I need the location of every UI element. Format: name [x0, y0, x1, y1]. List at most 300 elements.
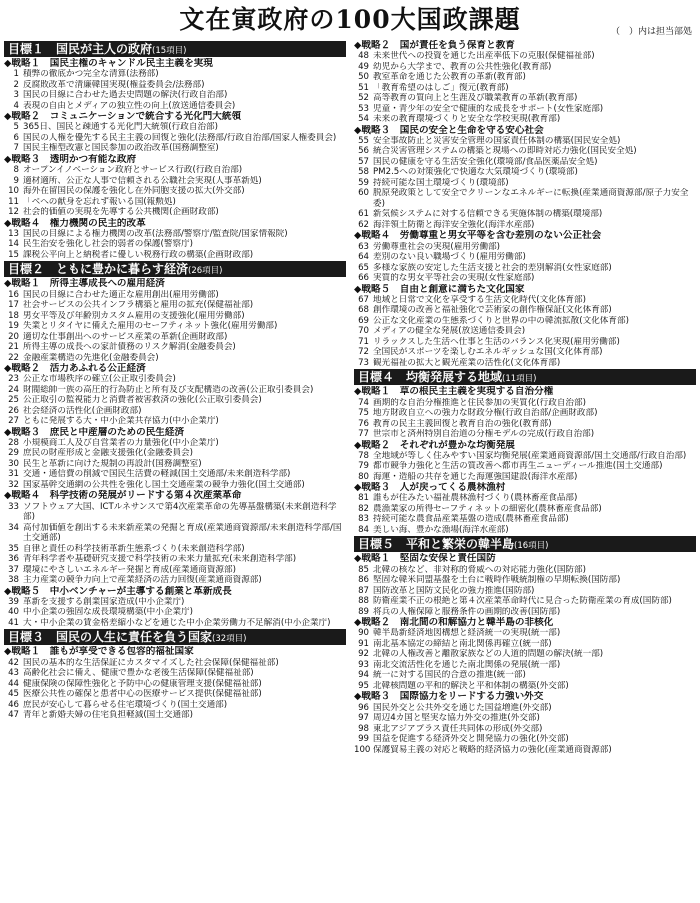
policy-item: [354, 745, 696, 756]
item-number: 42: [8, 657, 19, 668]
goal-title: 目標２ ともに豊かに暮らす経済: [8, 262, 189, 277]
policy-item: [354, 596, 696, 607]
columns: [4, 40, 696, 755]
item-text: 堅固な韓米同盟基盤を土台に戦時作戦統制権の早期転換(国防部): [373, 575, 621, 586]
goal-count: (15項目): [152, 46, 187, 56]
item-number: 9: [13, 175, 19, 186]
item-number: 32: [8, 479, 19, 490]
policy-item: [354, 62, 696, 73]
item-number: 83: [358, 514, 369, 525]
item-text: 未来世代への投資を通じた出産率低下の克服(保健福祉部): [373, 51, 595, 62]
policy-item: [354, 461, 696, 472]
policy-item: [4, 618, 346, 629]
item-number: 40: [8, 607, 19, 618]
strategy-heading: ◆戦略２ 活力あふれる公正経済: [4, 363, 146, 375]
policy-item: [354, 326, 696, 337]
strategy-heading: ◆戦略２ 国が責任を負う保育と教育: [354, 40, 515, 51]
item-text: 北韓の人権改善と離散家族などの人道的問題の解決(統一部): [373, 649, 604, 660]
policy-item: [354, 525, 696, 536]
item-text: 健康保険の保障性強化と予防中心の健康管理支援(保健福祉部): [23, 678, 262, 689]
item-number: 67: [358, 294, 369, 305]
item-number: 34: [8, 522, 19, 533]
item-text: 多様な家族の安定した生活支援と社会的差別解消(女性家庭部): [373, 262, 612, 273]
item-text: 適切な仕事創出へのサービス産業の革新(企画財政部): [23, 331, 228, 342]
item-number: 68: [358, 305, 369, 316]
strategy-heading: ◆戦略１ 所得主導成長への雇用経済: [4, 278, 165, 290]
item-text: 民生治安を強化し社会的弱者の保護(警察庁): [23, 239, 193, 250]
item-text: 統合災害管理システムの構築と現場への即時対応力強化(国民安全処): [373, 146, 637, 157]
item-text: 公正取引の監視能力と消費者被害救済の強化(公正取引委員会): [23, 395, 262, 406]
policy-item: [4, 290, 346, 301]
policy-item: [354, 586, 696, 597]
item-text: 所得主導の成長への家計債務のリスク解消(金融委員会): [23, 342, 236, 353]
item-text: 労働尊重社会の実現(雇用労働部): [373, 241, 501, 252]
item-number: 56: [358, 146, 369, 157]
policy-item: [354, 472, 696, 483]
goal-count: (32項目): [212, 634, 247, 645]
item-text: 高齢化社会に備え、健康で豊かな老後生活保障(保健福祉部): [23, 668, 254, 679]
policy-item: [4, 416, 346, 427]
item-text: 国民の目線による権力機関の改革(法務部/警察庁/監査院/国家情報院): [23, 228, 288, 239]
item-number: 17: [8, 300, 19, 311]
item-number: 15: [8, 249, 19, 260]
goal-count: (26項目): [188, 266, 223, 277]
strategy-heading: ◆戦略１ 国民主権のキャンドル民主主義を実現: [4, 58, 213, 69]
item-text: 社会サービスの公共インフラ構築と雇用の拡充(保健福祉部): [23, 300, 254, 311]
item-text: 持続可能な農食品産業基盤の造成(農林畜産食品部): [373, 514, 569, 525]
policy-item: [354, 660, 696, 671]
item-number: 25: [8, 395, 19, 406]
item-text: 北韓核問題の平和的解決と平和体制の構築(外交部): [373, 680, 569, 691]
strategy-heading: ◆戦略２ コミュニケーションで統合する光化門大統領: [4, 111, 242, 123]
policy-item: [354, 104, 696, 115]
policy-item: [4, 448, 346, 459]
item-number: 86: [358, 575, 369, 586]
policy-item: [354, 93, 696, 104]
item-text: PM2.5への対策強化で快適な大気環境づくり(環境部): [373, 167, 578, 178]
item-number: 19: [8, 321, 19, 332]
item-number: 14: [8, 239, 19, 250]
item-text: 画期的な自治分権推進と住民参加の実質化(行政自治部): [373, 397, 586, 408]
policy-item: [354, 72, 696, 83]
policy-item: [354, 178, 696, 189]
policy-item: [4, 385, 346, 396]
item-text: 庶民が安心して暮らせる住宅環境づくり(国土交通部): [23, 699, 228, 710]
item-number: 66: [358, 273, 369, 284]
item-text: 高付加価値を創出する未来新産業の発掘と育成(産業通商資源部/未来創造科学部/国土交通部): [23, 522, 342, 544]
item-text: 児童・青少年の安全で健康的な成長をサポート(女性家庭部): [373, 103, 604, 114]
item-number: 52: [358, 93, 369, 104]
strategy-heading: ◆戦略３ 人が戻ってくる農林漁村: [354, 482, 506, 494]
item-text: 差別のない良い職場づくり(雇用労働部): [373, 252, 526, 263]
policy-item: [4, 300, 346, 311]
item-number: 37: [8, 564, 19, 575]
policy-item: [354, 607, 696, 618]
item-number: 50: [358, 72, 369, 83]
item-number: 95: [358, 680, 369, 691]
item-text: 南北交流活性化を通じた南北関係の発展(統一部): [373, 659, 561, 670]
strategy-heading: ◆戦略５ 中小ベンチャーが主導する創業と革新成長: [4, 585, 232, 597]
item-text: 主力産業の競争力向上で産業経済の活力回復(産業通商資源部): [23, 575, 262, 586]
item-text: 国家基幹交通網の公共性を強化し国土交通産業の競争力強化(国土交通部): [23, 479, 305, 490]
item-text: 反腐敗改革で清廉韓国実現(権益委員会/法務部): [23, 79, 205, 90]
policy-item: [4, 229, 346, 240]
item-number: 21: [8, 342, 19, 353]
item-number: 72: [358, 347, 369, 358]
policy-item: [4, 207, 346, 218]
policy-item: [354, 263, 696, 274]
goal-count: (16項目): [514, 541, 549, 552]
item-text: 全国民がスポーツを楽しむエネルギッシュな国(文化体育部): [373, 347, 603, 358]
policy-item: [4, 143, 346, 154]
item-number: 41: [8, 617, 19, 628]
goal-header: [354, 536, 696, 552]
item-text: ともに発展する大・中小企業共存協力(中小企業庁): [23, 416, 219, 427]
item-number: 16: [8, 289, 19, 300]
item-number: 3: [13, 90, 19, 101]
item-text: 「教育希望のはしご」復元(教育部): [373, 82, 509, 93]
item-text: 観光福祉の拡大と観光産業の活性化(文化体育部): [373, 357, 561, 368]
item-text: 大・中小企業の賃金格差縮小などを通じた中小企業労働力不足解消(中小企業庁): [23, 617, 331, 628]
item-text: 課税公平向上と納税者に優しい税務行政の構築(企画財政部): [23, 249, 254, 260]
policy-item: [354, 670, 696, 681]
strategy-heading: ◆戦略２ 南北間の和解協力と韓半島の非核化: [354, 617, 554, 629]
policy-item: [354, 295, 696, 306]
policy-item: [4, 122, 346, 133]
item-text: 脱原発政策として安全でクリーンなエネルギーに転換(産業通商資源部/原子力安全委): [373, 188, 689, 209]
item-text: 国民主権型改憲と国民参加の政治改革(国務調整室): [23, 143, 219, 154]
policy-item: [354, 242, 696, 253]
item-number: 28: [8, 437, 19, 448]
item-number: 18: [8, 310, 19, 321]
item-number: 80: [358, 471, 369, 482]
policy-item: [4, 554, 346, 565]
policy-item: [354, 273, 696, 284]
item-number: 55: [358, 135, 369, 146]
item-number: 47: [8, 710, 19, 721]
policy-item: [4, 480, 346, 491]
item-number: 100: [354, 744, 371, 755]
item-number: 11: [8, 196, 19, 207]
item-number: 22: [8, 352, 19, 363]
item-number: 98: [358, 723, 369, 734]
item-text: 公正な文化産業の生態系づくりと世界の中の韓流拡散(文化体育部): [373, 315, 629, 326]
item-number: 45: [8, 689, 19, 700]
item-number: 7: [13, 143, 19, 154]
policy-item: [354, 724, 696, 735]
policy-item: [4, 459, 346, 470]
policy-item: [354, 514, 696, 525]
strategy-heading: ◆戦略４ 科学技術の発展がリードする第４次産業革命: [4, 490, 242, 502]
item-text: 海運・造船の共存を通じた海運強国建設(海洋水産部): [373, 471, 578, 482]
item-number: 94: [358, 670, 369, 681]
item-text: 適材適所、公正な人事で信頼される公職社会実現(人事革新処): [23, 175, 262, 186]
policy-item: [4, 469, 346, 480]
policy-item: [4, 101, 346, 112]
item-number: 81: [358, 493, 369, 504]
item-text: 社会経済の活性化(企画財政部): [23, 405, 142, 416]
policy-item: [4, 90, 346, 101]
policy-item: [354, 188, 696, 209]
item-number: 57: [358, 156, 369, 167]
item-number: 82: [358, 503, 369, 514]
goal-header: [4, 629, 346, 645]
item-text: 表現の自由とメディアの独立性の向上(放送通信委員会): [23, 100, 236, 111]
item-text: 統一に対する国民的合意の推進(統一部): [373, 670, 526, 681]
policy-item: [354, 408, 696, 419]
item-text: 国民外交と公共外交を通じた国益増進(外交部): [373, 702, 552, 713]
policy-item: [4, 353, 346, 364]
policy-item: [354, 429, 696, 440]
item-text: 海外在留国民の保護を強化し在外同胞支援の拡大(外交部): [23, 186, 245, 197]
item-text: 金融産業構造の先進化(金融委員会): [23, 352, 159, 363]
item-number: 84: [358, 524, 369, 535]
item-number: 78: [358, 450, 369, 461]
item-number: 30: [8, 458, 19, 469]
item-number: 20: [8, 331, 19, 342]
item-number: 49: [358, 61, 369, 72]
item-text: 青年と新婚夫婦の住宅負担軽減(国土交通部): [23, 710, 193, 721]
policy-item: [4, 710, 346, 721]
item-number: 88: [358, 596, 369, 607]
item-text: 環境にやさしいエネルギー発掘と育成(産業通商資源部): [23, 564, 236, 575]
item-number: 64: [358, 252, 369, 263]
item-number: 74: [358, 397, 369, 408]
department-note: （ ）内は担当部処: [610, 27, 692, 37]
item-number: 36: [8, 554, 19, 565]
policy-item: [354, 209, 696, 220]
policy-item: [354, 157, 696, 168]
strategy-heading: ◆戦略４ 労働尊重と男女平等を含む差別のない公正社会: [354, 230, 602, 242]
policy-item: [354, 51, 696, 62]
item-number: 48: [358, 51, 369, 62]
policy-item: [4, 607, 346, 618]
item-number: 33: [8, 501, 19, 512]
item-number: 38: [8, 575, 19, 586]
item-text: 地方財政自立への強力な財政分権(行政自治部/企画財政部): [373, 408, 598, 419]
item-number: 89: [358, 606, 369, 617]
policy-item: [354, 114, 696, 125]
item-number: 2: [13, 79, 19, 90]
policy-item: [354, 83, 696, 94]
policy-item: [4, 575, 346, 586]
item-number: 39: [8, 596, 19, 607]
item-number: 70: [358, 326, 369, 337]
policy-item: [4, 311, 346, 322]
item-number: 6: [13, 132, 19, 143]
goal-header: [354, 369, 696, 385]
item-text: 365日、国民と疎通する光化門大統領(行政自治部): [23, 122, 218, 133]
item-number: 92: [358, 649, 369, 660]
page-header: [4, 0, 696, 40]
item-text: 幼児から大学まで、教育の公共性強化(教育部): [373, 61, 552, 72]
policy-item: [4, 668, 346, 679]
item-number: 46: [8, 699, 19, 710]
item-text: 安全事故防止と災害安全管理の国家責任体制の構築(国民安全処): [373, 135, 621, 146]
policy-item: [4, 679, 346, 690]
item-text: 国民の目線に合わせた適正な雇用創出(雇用労働部): [23, 289, 219, 300]
item-number: 59: [358, 177, 369, 188]
item-number: 77: [358, 429, 369, 440]
policy-item: [354, 347, 696, 358]
item-text: オープンイノベーション政府とサービス行政(行政自治部): [23, 165, 243, 176]
item-text: ソフトウェア大国、ICTルネサンスで第4次産業革命の先導基盤構築(未来創造科学部): [23, 501, 337, 523]
policy-item: [4, 406, 346, 417]
item-text: 教育の民主主義回復と教育自治の強化(教育部): [373, 418, 552, 429]
item-number: 26: [8, 405, 19, 416]
item-number: 69: [358, 315, 369, 326]
item-text: 国防改革と国防文民化の強力推進(国防部): [373, 585, 535, 596]
item-number: 12: [8, 207, 19, 218]
policy-item: [4, 438, 346, 449]
item-text: 積弊の徹底かつ完全な清算(法務部): [23, 69, 159, 80]
item-number: 61: [358, 209, 369, 220]
item-text: 医療公共性の確保と患者中心の医療サービス提供(保健福祉部): [23, 689, 262, 700]
policy-item: [354, 681, 696, 692]
policy-item: [354, 358, 696, 369]
policy-item: [354, 713, 696, 724]
policy-item: [354, 419, 696, 430]
strategy-heading: ◆戦略１ 堅固な安保と責任国防: [354, 553, 496, 565]
item-text: 「ベへの献身を忘れず報いる国(報勲処): [23, 196, 176, 207]
item-text: 地域と日常で文化を享受する生活文化時代(文化体育部): [373, 294, 586, 305]
item-text: 美しい海、豊かな漁場(海洋水産部): [373, 524, 509, 535]
policy-item: [354, 493, 696, 504]
item-text: 公正な市場秩序の確立(公正取引委員会): [23, 374, 176, 385]
policy-item: [354, 136, 696, 147]
item-text: 農漁業家の所得セーフティネットの細密化(農林畜産食品部): [373, 503, 602, 514]
item-number: 62: [358, 219, 369, 230]
page-title: 文在寅政府の100大国政課題: [179, 5, 521, 34]
item-text: 交通・通信費の削減で国民生活費の軽減(国土交通部/未来創造科学部): [23, 469, 291, 480]
item-number: 31: [8, 469, 19, 480]
item-text: 失業とリタイヤに備えた雇用のセーフティネット強化(雇用労働部): [23, 321, 278, 332]
item-text: 庶民の財産形成と金融支援強化(金融委員会): [23, 448, 193, 459]
policy-item: [354, 734, 696, 745]
policy-item: [4, 523, 346, 544]
policy-item: [354, 649, 696, 660]
policy-item: [4, 69, 346, 80]
policy-item: [354, 146, 696, 157]
policy-item: [4, 239, 346, 250]
item-text: 都市競争力強化と生活の質改善へ都市再生ニューディール推進(国土交通部): [373, 461, 663, 472]
item-number: 75: [358, 408, 369, 419]
item-text: 保護貿易主義の対応と戦略的経済協力の強化(産業通商資源部): [373, 744, 612, 755]
item-text: 創作環境の改善と福祉強化で芸術家の創作権保証(文化体育部): [373, 305, 612, 316]
policy-item: [4, 544, 346, 555]
item-text: 財閥総帥一族の高圧的行為防止と所有及び支配構造の改善(公正取引委員会): [23, 384, 314, 395]
item-number: 5: [13, 122, 19, 133]
item-number: 1: [13, 69, 19, 80]
strategy-heading: ◆戦略３ 国民の安全と生命を守る安心社会: [354, 124, 544, 136]
item-text: 中小企業の強固な成長環境構築(中小企業庁): [23, 607, 193, 618]
item-text: 社会的価値の実現を先導する公共機関(企画財政部): [23, 207, 219, 218]
policy-item: [354, 316, 696, 327]
item-text: メディアの健全な発展(放送通信委員会): [373, 326, 526, 337]
item-number: 24: [8, 384, 19, 395]
item-number: 90: [358, 628, 369, 639]
policy-item: [4, 374, 346, 385]
strategy-heading: ◆戦略２ それぞれが豊かな均衡発展: [354, 439, 515, 451]
strategy-heading: ◆戦略３ 庶民と中産層のための民生経済: [4, 426, 185, 438]
item-number: 43: [8, 668, 19, 679]
item-number: 65: [358, 262, 369, 273]
policy-item: [354, 337, 696, 348]
policy-item: [4, 342, 346, 353]
policy-item: [354, 565, 696, 576]
policy-item: [4, 186, 346, 197]
policy-item: [4, 395, 346, 406]
item-text: 誰もが住みたい福祉農林漁村づくり(農林畜産食品部): [373, 493, 578, 504]
item-text: 世宗市と済州特別自治道の分権モデルの完成(行政自治部): [373, 429, 595, 440]
item-number: 27: [8, 416, 19, 427]
strategy-heading: ◆戦略３ 透明かつ有能な政府: [4, 153, 137, 165]
item-number: 63: [358, 241, 369, 252]
goal-title: 目標４ 均衡発展する地域: [358, 370, 503, 385]
item-number: 35: [8, 543, 19, 554]
item-text: 男女平等及び年齢別カスタム雇用の支援強化(雇用労働部): [23, 310, 245, 321]
item-number: 85: [358, 564, 369, 575]
item-text: 青年科学者や基礎研究支援で科学技術の未来力量拡充(未来創造科学部): [23, 554, 297, 565]
item-number: 54: [358, 114, 369, 125]
item-text: リラックスした生活へ仕事と生活のバランス化実現(雇用労働部): [373, 336, 620, 347]
item-text: 自律と責任の科学技術革新生態系づくり(未来創造科学部): [23, 543, 245, 554]
policy-item: [4, 250, 346, 261]
policy-item: [354, 628, 696, 639]
item-text: 民生と革新に向けた規制の再設計(国務調整室): [23, 458, 202, 469]
item-text: 北韓の核など、非対称的脅威への対応能力強化(国防部): [373, 564, 586, 575]
item-number: 97: [358, 713, 369, 724]
item-text: 未来の教育環境づくりと安全な学校実現(教育部): [373, 114, 561, 125]
right-column: [354, 40, 696, 755]
item-number: 13: [8, 228, 19, 239]
policy-item: [4, 332, 346, 343]
policy-item: [4, 700, 346, 711]
policy-item: [354, 504, 696, 515]
item-number: 10: [8, 186, 19, 197]
policy-item: [4, 165, 346, 176]
item-text: 国民の目線に合わせた過去史問題の解決(行政自治部): [23, 90, 228, 101]
policy-item: [4, 133, 346, 144]
item-number: 73: [358, 357, 369, 368]
item-text: 革新を支援する創業国家造成(中小企業庁): [23, 596, 185, 607]
item-number: 8: [13, 165, 19, 176]
item-text: 教室革命を通じた公教育の革新(教育部): [373, 72, 526, 83]
item-text: 国民の健康を守る生活安全強化(環境部/食品医薬品安全処): [373, 156, 598, 167]
left-column: [4, 40, 346, 755]
strategy-heading: ◆戦略４ 権力機関の民主的改革: [4, 217, 146, 229]
item-number: 79: [358, 461, 369, 472]
strategy-heading: ◆戦略１ 誰もが享受できる包容的福祉国家: [4, 646, 194, 658]
strategy-heading: ◆戦略１ 草の根民主主義を実現する自治分権: [354, 386, 554, 398]
item-number: 91: [358, 638, 369, 649]
item-text: 実質的な男女平等社会の実現(女性家庭部): [373, 273, 535, 284]
policy-item: [4, 321, 346, 332]
policy-item: [4, 658, 346, 669]
item-text: 将兵の人権保障と服務条件の画期的改善(国防部): [373, 606, 561, 617]
item-text: 国民の人権を優先する民主主義の回復と強化(法務部/行政自治部/国家人権委員会): [23, 132, 337, 143]
item-text: 新気候システムに対する信頼できる実施体制の構築(環境部): [373, 209, 603, 220]
goal-title: 目標５ 平和と繁栄の韓半島: [358, 537, 515, 552]
item-text: 国益を促進する経済外交と開発協力の強化(外交部): [373, 734, 569, 745]
strategy-heading: ◆戦略３ 国際協力をリードする力強い外交: [354, 691, 544, 703]
item-text: 国民の基本的な生活保証にカスタマイズした社会保障(保健福祉部): [23, 657, 279, 668]
item-number: 44: [8, 678, 19, 689]
item-text: 防衛産業不正の根絶と第４次産業革命時代に見合った防衛産業の育成(国防部): [373, 596, 672, 607]
goal-header: [4, 41, 346, 57]
goal-header: [4, 261, 346, 277]
policy-item: [354, 305, 696, 316]
